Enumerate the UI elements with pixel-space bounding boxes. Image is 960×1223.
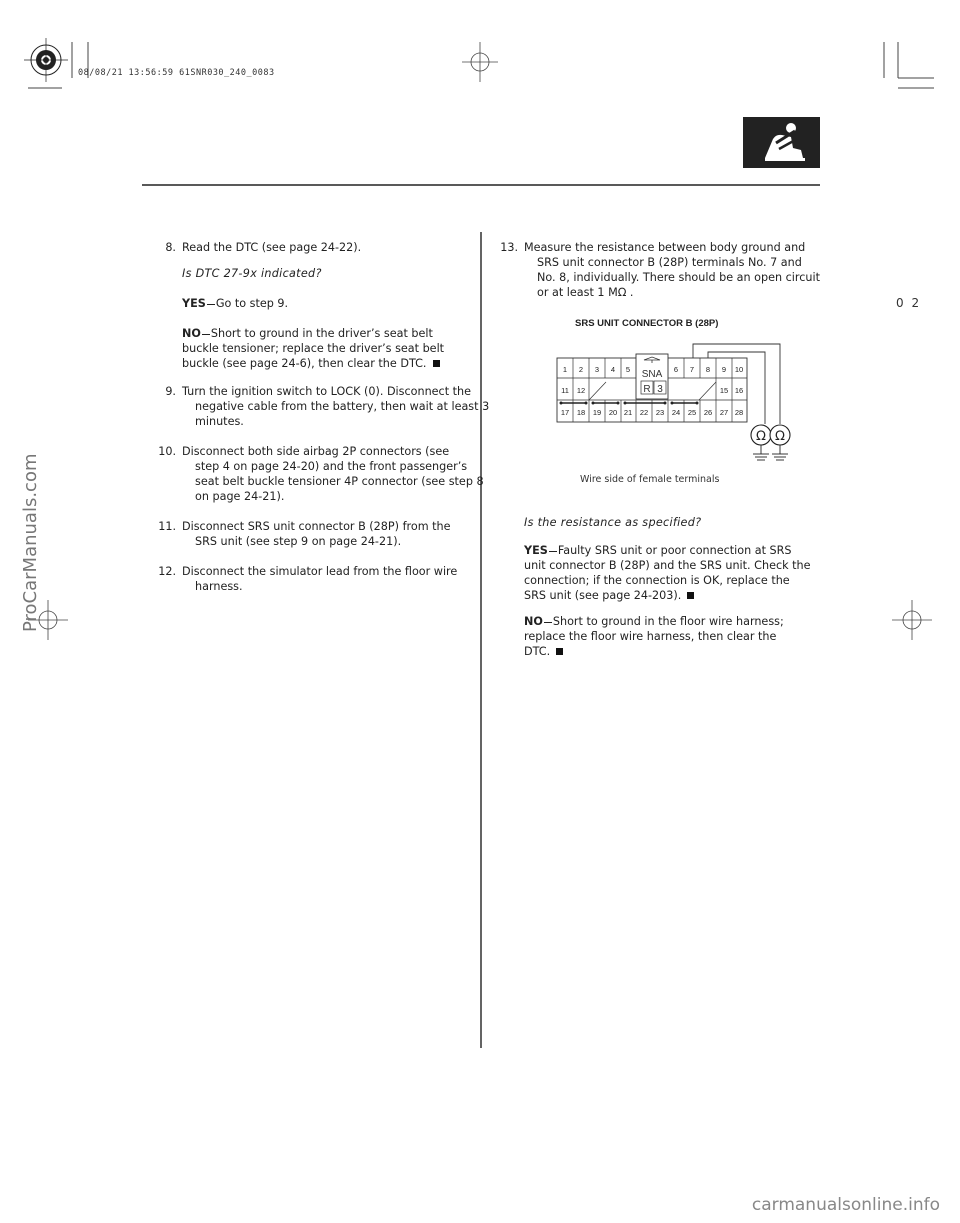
connector-diagram-caption: Wire side of female terminals: [580, 474, 720, 485]
end-of-procedure-mark: [433, 360, 440, 367]
step-text-line1: Disconnect SRS unit connector B (28P) from the: [182, 520, 451, 533]
step-9: [152, 384, 490, 432]
step-text: Read the DTC (see page 24-22).: [182, 241, 362, 254]
yes-text-line2: unit connector B (28P) and the SRS unit. Check the: [524, 559, 811, 572]
terminal-label: 21: [623, 408, 633, 417]
step-number: 11.: [158, 520, 176, 533]
no-text-line1: Short to ground in the driver’s seat belt: [210, 327, 433, 340]
em-dash: [207, 304, 215, 305]
yes-text-line4: SRS unit (see page 24-203).: [524, 589, 682, 602]
terminal-label: 4: [610, 365, 616, 374]
step-text-line2: SRS unit (see step 9 on page 24-21).: [195, 535, 402, 548]
terminal-label: 18: [576, 408, 586, 417]
step-text-line4: or at least 1 MΩ .: [537, 286, 634, 299]
yes-label: YES: [524, 544, 548, 557]
print-timestamp: 08/08/21 13:56:59 61SNR030_240_0083: [78, 68, 275, 78]
answer-yes-step8: [182, 296, 288, 311]
seatbelt-section-icon: [743, 117, 820, 168]
terminal-label: 5: [625, 365, 631, 374]
crop-marks-top: [28, 42, 934, 88]
answer-yes-step13: [524, 543, 811, 603]
step-11: [152, 519, 472, 551]
step-13: [494, 240, 824, 302]
step-text-line3: minutes.: [195, 415, 244, 428]
terminal-label: 24: [671, 408, 681, 417]
em-dash: [202, 334, 210, 335]
ohmmeter-probe-1: [751, 425, 771, 460]
step-10: [152, 444, 484, 506]
yes-text-line1: Faulty SRS unit or poor connection at SRS: [557, 544, 792, 557]
srs-connector-diagram: [540, 330, 800, 470]
step-text-line2: SRS unit connector B (28P) terminals No. 7 and: [537, 256, 802, 269]
connector-center-3: 3: [657, 384, 663, 395]
connector-center-label: SNA: [641, 369, 663, 380]
terminal-label: 10: [734, 365, 744, 374]
watermark-carmanualsonline: carmanualsonline.info: [751, 1195, 940, 1215]
step-text-line4: on page 24-21).: [195, 490, 285, 503]
question-dtc-indicated: Is DTC 27-9x indicated?: [182, 267, 322, 280]
terminal-label: 6: [673, 365, 679, 374]
connector-diagram-title: SRS UNIT CONNECTOR B (28P): [575, 318, 719, 329]
step-number: 9.: [165, 385, 176, 398]
no-text-line3: DTC.: [524, 645, 551, 658]
crosshair-top-center: [462, 42, 498, 82]
terminal-label: 3: [594, 365, 600, 374]
no-text-line2: buckle tensioner; replace the driver’s seat belt: [182, 342, 445, 355]
terminal-label: 20: [608, 408, 618, 417]
step-number: 8.: [165, 241, 176, 254]
step-text-line1: Disconnect both side airbag 2P connectors (see: [182, 445, 450, 458]
em-dash: [549, 551, 557, 552]
ohm-symbol: Ω: [775, 429, 785, 444]
watermark-left-text: ProCarManuals.com: [20, 453, 41, 632]
step-text-line2: step 4 on page 24-20) and the front passenger’s: [195, 460, 468, 473]
no-label: NO: [182, 327, 201, 340]
step-text-line3: No. 8, individually. There should be an open circuit: [537, 271, 820, 284]
end-of-procedure-mark: [556, 648, 563, 655]
seatbelt-icon: [743, 117, 820, 168]
no-text-line3: buckle (see page 24-6), then clear the DTC.: [182, 357, 427, 370]
terminal-label: 8: [705, 365, 711, 374]
step-number: 13.: [500, 241, 518, 254]
step-8: [152, 240, 472, 256]
connector-center-r: R: [643, 384, 651, 395]
answer-no-step8: [182, 326, 444, 371]
end-of-procedure-mark: [687, 592, 694, 599]
terminal-label: 17: [560, 408, 570, 417]
terminal-label: 27: [719, 408, 729, 417]
step-text-line3: seat belt buckle tensioner 4P connector (see step 8: [195, 475, 484, 488]
terminal-label: 28: [734, 408, 744, 417]
terminal-label: 11: [561, 386, 569, 395]
watermark-procarmanuals: [20, 453, 41, 632]
step-text-line2: negative cable from the battery, then wait at least 3: [195, 400, 490, 413]
margin-code: 0 2: [896, 296, 922, 310]
step-number: 12.: [158, 565, 176, 578]
terminal-label: 23: [655, 408, 665, 417]
terminal-label: 15: [719, 386, 729, 395]
step-text-line1: Disconnect the simulator lead from the floor wire: [182, 565, 458, 578]
terminal-label: 19: [592, 408, 602, 417]
yes-text: Go to step 9.: [215, 297, 289, 310]
step-text-line1: Measure the resistance between body ground and: [524, 241, 806, 254]
no-label: NO: [524, 615, 543, 628]
terminal-label: 1: [562, 365, 568, 374]
terminal-label: 12: [576, 386, 586, 395]
terminal-label: 2: [578, 365, 584, 374]
answer-no-step13: [524, 614, 784, 659]
registration-target-top-left: [24, 38, 68, 82]
terminal-label: 16: [734, 386, 744, 395]
step-text-line2: harness.: [195, 580, 243, 593]
terminal-label: 9: [721, 365, 727, 374]
no-text-line2: replace the floor wire harness, then clear the: [524, 630, 777, 643]
step-12: [152, 564, 472, 596]
yes-label: YES: [182, 297, 206, 310]
em-dash: [544, 622, 552, 623]
question-resistance-specified: Is the resistance as specified?: [524, 516, 702, 529]
step-text-line1: Turn the ignition switch to LOCK (0). Disconnect the: [182, 385, 472, 398]
terminal-label: 26: [703, 408, 713, 417]
ohm-symbol: Ω: [756, 429, 766, 444]
no-text-line1: Short to ground in the floor wire harness;: [552, 615, 784, 628]
terminal-label: 25: [687, 408, 697, 417]
yes-text-line3: connection; if the connection is OK, replace the: [524, 574, 790, 587]
terminal-label: 22: [639, 408, 649, 417]
step-number: 10.: [158, 445, 176, 458]
terminal-label: 7: [689, 365, 695, 374]
ohmmeter-probe-2: [770, 425, 790, 460]
crosshair-right-middle: [892, 600, 932, 640]
